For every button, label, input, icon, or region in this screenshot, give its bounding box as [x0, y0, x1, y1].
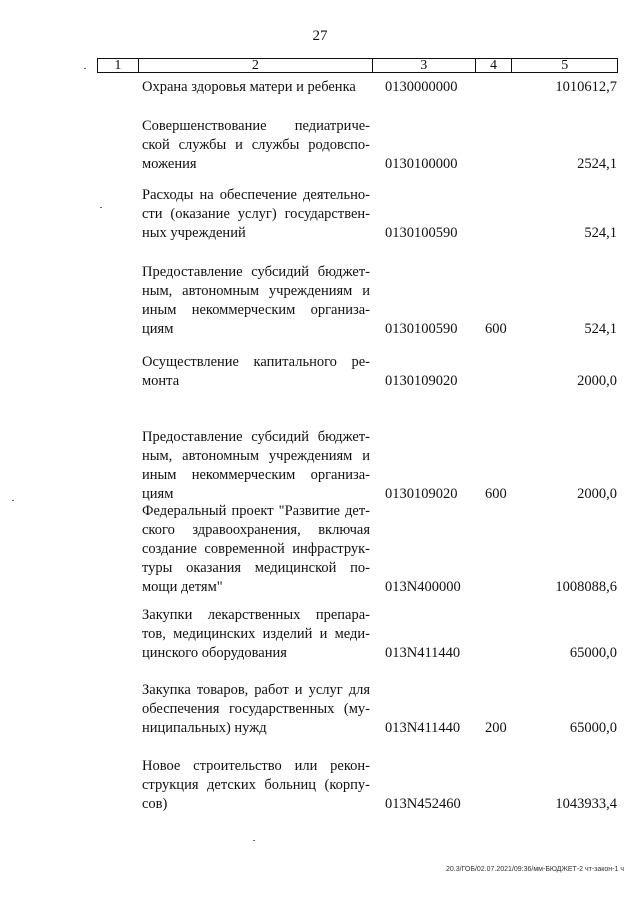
row-code: 013N452460: [385, 796, 461, 812]
header-col-3: 3: [373, 59, 476, 72]
row-code: 0130100000: [385, 156, 458, 172]
header-col-1: 1: [98, 59, 139, 72]
scan-speck: [84, 68, 86, 69]
row-name-line: ным, автономным учреждениям и: [142, 448, 370, 464]
row-expense-type: 600: [485, 486, 507, 502]
row-name-line: Предоставление субсидий бюджет-: [142, 429, 370, 445]
row-name-line: струкция детских больниц (корпу-: [142, 777, 370, 793]
row-name: [142, 117, 370, 174]
row-name-line: циям: [142, 486, 174, 502]
row-name-line: мощи детям": [142, 579, 223, 595]
row-name-line: обеспечения государственных (му-: [142, 701, 370, 717]
page-number: 27: [312, 28, 328, 44]
row-code: 013N411440: [385, 720, 461, 736]
header-col-2: 2: [139, 59, 373, 72]
row-code: 0130000000: [385, 79, 458, 95]
row-amount: 65000,0: [569, 720, 617, 736]
row-name-line: сов): [142, 796, 168, 812]
row-amount: 65000,0: [569, 645, 617, 661]
row-name-line: ской службы и службы родовспо-: [142, 137, 370, 153]
row-name-line: сти (оказание услуг) государствен-: [142, 206, 370, 222]
row-name-line: Охрана здоровья матери и ребенка: [142, 79, 356, 95]
row-code: 0130109020: [385, 486, 458, 502]
row-name-line: ных учреждений: [142, 225, 246, 241]
row-amount: 1008088,6: [555, 579, 617, 595]
row-name-line: туры оказания медицинской по-: [142, 560, 370, 576]
row-name-line: Совершенствование педиатриче-: [142, 118, 370, 134]
row-name-line: Предоставление субсидий бюджет-: [142, 264, 370, 280]
row-name: [142, 78, 370, 97]
row-name-line: тов, медицинских изделий и меди-: [142, 626, 370, 642]
row-name: [142, 606, 370, 663]
row-code: 0130109020: [385, 373, 458, 389]
row-name-line: Осуществление капитального ре-: [142, 354, 370, 370]
header-col-4: 4: [476, 59, 513, 72]
row-name-line: циям: [142, 321, 174, 337]
row-name: [142, 681, 370, 738]
row-name-line: ниципальных) нужд: [142, 720, 267, 736]
row-name: [142, 263, 370, 339]
row-name-line: монта: [142, 373, 180, 389]
row-name: [142, 757, 370, 814]
row-code: 0130100590: [385, 225, 458, 241]
row-name: [142, 353, 370, 391]
row-amount: 1043933,4: [555, 796, 617, 812]
footer-filename: 20.3/ГОБ/02.07.2021/09:36/мм-БЮДЖЕТ-2 чт-закон-1 ч: [445, 866, 624, 873]
row-name-line: иным некоммерческим организа-: [142, 467, 370, 483]
row-name: [142, 186, 370, 243]
row-amount: 1010612,7: [555, 79, 617, 95]
row-expense-type: 200: [485, 720, 507, 736]
row-amount: 2000,0: [577, 373, 617, 389]
header-col-5: 5: [561, 58, 569, 73]
row-amount: 2000,0: [577, 486, 617, 502]
row-amount: 524,1: [584, 321, 617, 337]
row-name-line: цинского оборудования: [142, 645, 287, 661]
row-name-line: можения: [142, 156, 197, 172]
row-name-line: иным некоммерческим организа-: [142, 302, 370, 318]
row-name-line: Закупки лекарственных препара-: [142, 607, 370, 623]
row-name-line: Закупка товаров, работ и услуг для: [142, 682, 370, 698]
row-code: 0130100590: [385, 321, 458, 337]
row-name-line: ным, автономным учреждениям и: [142, 283, 370, 299]
row-amount: 524,1: [584, 225, 617, 241]
row-name-line: ского здравоохранения, включая: [142, 522, 370, 538]
row-name-line: Федеральный проект "Развитие дет-: [142, 503, 370, 519]
scan-speck: [253, 840, 255, 841]
scan-speck: [100, 207, 102, 208]
row-name-line: Расходы на обеспечение деятельно-: [142, 187, 370, 203]
row-name: [142, 502, 370, 597]
row-name: [142, 428, 370, 504]
row-code: 013N411440: [385, 645, 461, 661]
row-name-line: Новое строительство или рекон-: [142, 758, 370, 774]
row-expense-type: 600: [485, 321, 507, 337]
row-name-line: создание современной инфраструк-: [142, 541, 370, 557]
row-amount: 2524,1: [577, 156, 617, 172]
scan-speck: [12, 500, 14, 501]
row-code: 013N400000: [385, 579, 461, 595]
